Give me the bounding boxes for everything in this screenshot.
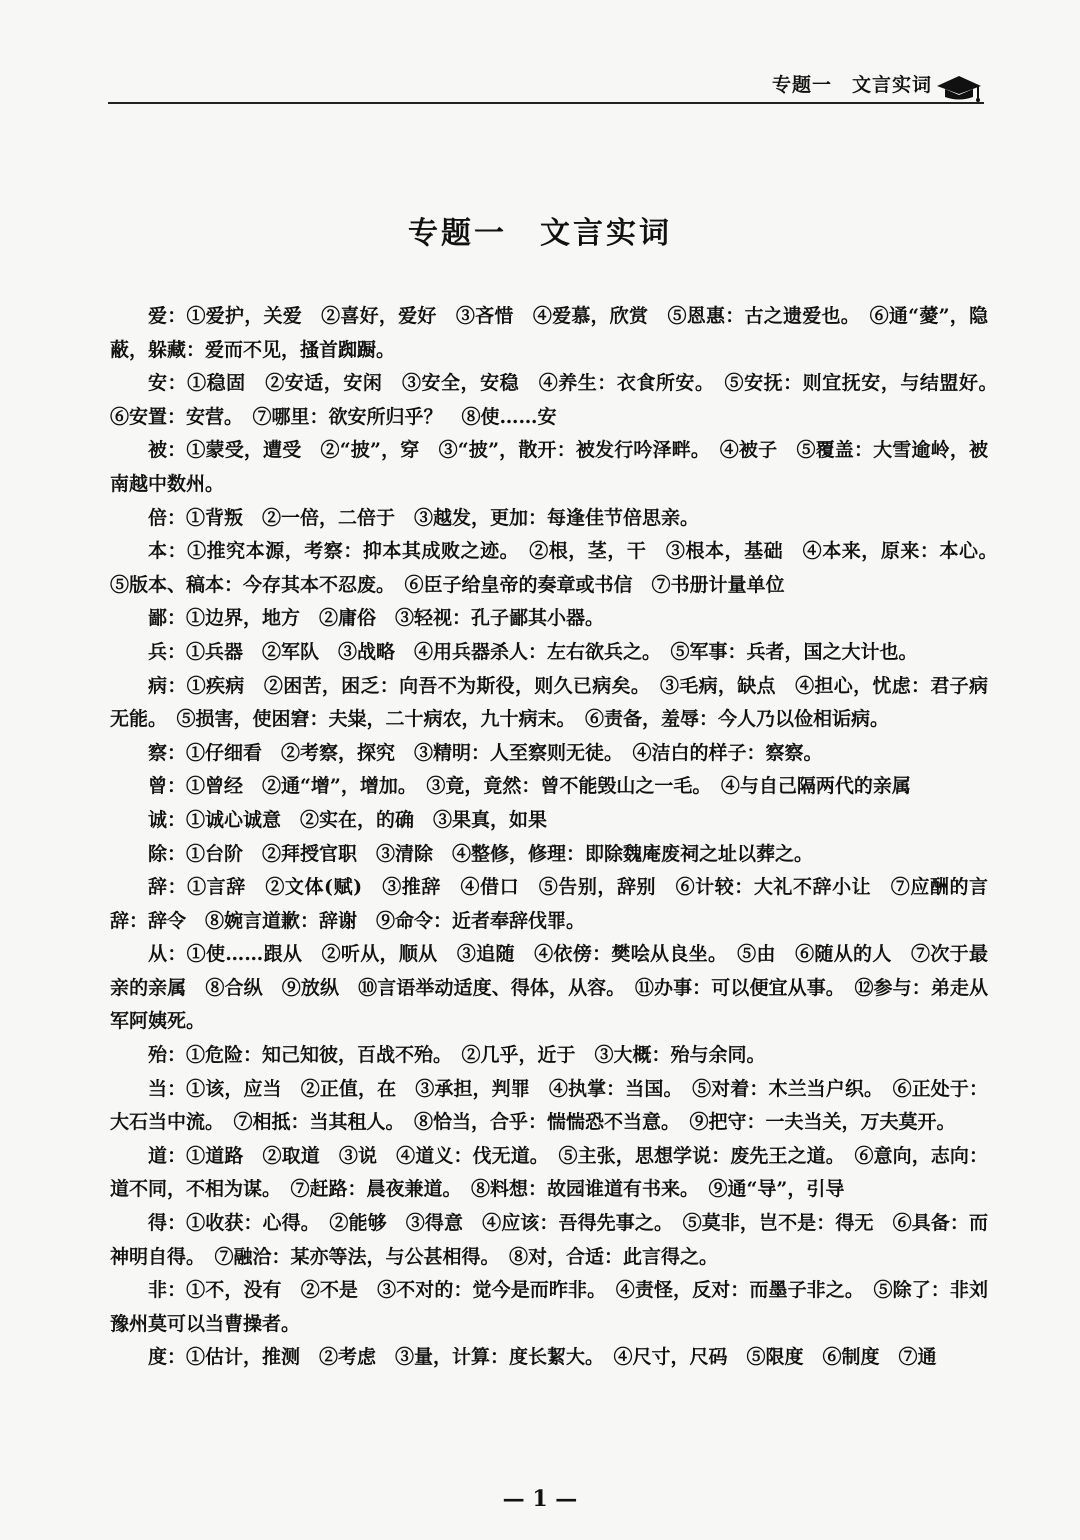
entry-du: 度：①估计，推测 ②考虑 ③量，计算：度长絜大。 ④尺寸，尺码 ⑤限度 ⑥制度 ⑦通: [148, 1346, 937, 1369]
entry-dang: 当：①该，应当 ②正值，在 ③承担，判罪 ④执掌：当国。 ⑤对着：木兰当户织。 ⑥正处于：大石当中流。 ⑦相抵：当其租人。 ⑧恰当，合乎：惴惴恐不当意。 ⑨把守：一夫当关，万夫莫开。: [110, 1077, 988, 1134]
entry-cong: 从：①使……跟从 ②听从，顺从 ③追随 ④依傍：樊哙从良坐。 ⑤由 ⑥随从的人 ⑦次于最亲的亲属 ⑧合纵 ⑨放纵 ⑩言语举动适度、得体，从容。 ⑪办事：可以便宜从事。 ⑫参与：弟走从军阿姨死。: [110, 943, 988, 1033]
entry-an: 安：①稳固 ②安适，安闲 ③安全，安稳 ④养生：衣食所安。 ⑤安抚：则宜抚安，与结盟好。 ⑥安置：安营。 ⑦哪里：欲安所归乎？ ⑧使……安: [110, 372, 1008, 428]
entry-cha: 察：①仔细看 ②考察，探究 ③精明：人至察则无徒。 ④洁白的样子：察察。: [148, 741, 823, 764]
entry-ceng: 曾：①曾经 ②通“增”，增加。 ③竟，竟然：曾不能毁山之一毛。 ④与自己隔两代的亲属: [148, 775, 911, 798]
entry-bing-soldier: 兵：①兵器 ②军队 ③战略 ④用兵器杀人：左右欲兵之。 ⑤军事：兵者，国之大计也。: [148, 640, 918, 663]
graduation-cap-icon: [934, 64, 984, 102]
entry-ai: 爱：①爱护，关爱 ②喜好，爱好 ③吝惜 ④爱慕，欣赏 ⑤恩惠：古之遗爱也。 ⑥通“薆”，隐蔽，躲藏：爱而不见，搔首踟蹰。: [110, 305, 988, 361]
entry-ci: 辞：①言辞 ②文体(赋) ③推辞 ④借口 ⑤告别，辞别 ⑥计较：大礼不辞小让 ⑦应酬的言辞：辞令 ⑧婉言道歉：辞谢 ⑨命令：近者奉辞伐罪。: [110, 876, 988, 932]
entry-bi: 鄙：①边界，地方 ②庸俗 ③轻视：孔子鄙其小器。: [148, 607, 605, 630]
page-number: — 1 —: [502, 1486, 578, 1512]
entry-bei-double: 倍：①背叛 ②一倍，二倍于 ③越发，更加：每逢佳节倍思亲。: [148, 506, 700, 529]
running-header-title: 专题一 文言实词: [771, 74, 932, 96]
entry-cheng: 诚：①诚心诚意 ②实在，的确 ③果真，如果: [148, 808, 548, 831]
entry-dao: 道：①道路 ②取道 ③说 ④道义：伐无道。 ⑤主张，思想学说：废先王之道。 ⑥意向，志向：道不同，不相为谋。 ⑦赶路：晨夜兼道。 ⑧料想：故园谁道有书来。 ⑨通“导”，引导: [110, 1144, 988, 1201]
entry-list: [110, 300, 1008, 1375]
entry-ben: 本：①推究本源，考察：抑本其成败之迹。 ②根，茎，干 ③根本，基础 ④本来，原来：本心。 ⑤版本、稿本：今存其本不忍废。 ⑥臣子给皇帝的奏章或书信 ⑦书册计量单位: [110, 540, 1008, 596]
entry-chu: 除：①台阶 ②拜授官职 ③清除 ④整修，修理：即除魏庵废祠之址以葬之。: [148, 842, 814, 865]
entry-de: 得：①收获：心得。 ②能够 ③得意 ④应该：吾得先事之。 ⑤莫非，岂不是：得无 ⑥具备：而神明自得。 ⑦融洽：某亦等法，与公甚相得。 ⑧对，合适：此言得之。: [110, 1212, 988, 1268]
entry-dai: 殆：①危险：知己知彼，百战不殆。 ②几乎，近于 ③大概：殆与余同。: [148, 1044, 766, 1067]
entry-bei-covered: 被：①蒙受，遭受 ②“披”，穿 ③“披”，散开：被发行吟泽畔。 ④被子 ⑤覆盖：大雪逾岭，被南越中数州。: [110, 439, 988, 495]
running-header: [108, 64, 984, 104]
page-title: 专题一 文言实词: [408, 216, 672, 251]
entry-fei: 非：①不，没有 ②不是 ③不对的：觉今是而昨非。 ④责怪，反对：而墨子非之。 ⑤除了：非刘豫州莫可以当曹操者。: [110, 1279, 988, 1335]
entry-bing-illness: 病：①疾病 ②困苦，困乏：向吾不为斯役，则久已病矣。 ③毛病，缺点 ④担心，忧虑：君子病无能。 ⑤损害，使困窘：夫粜，二十病农，九十病末。 ⑥责备，羞辱：今人乃以俭相诟病。: [110, 674, 988, 731]
